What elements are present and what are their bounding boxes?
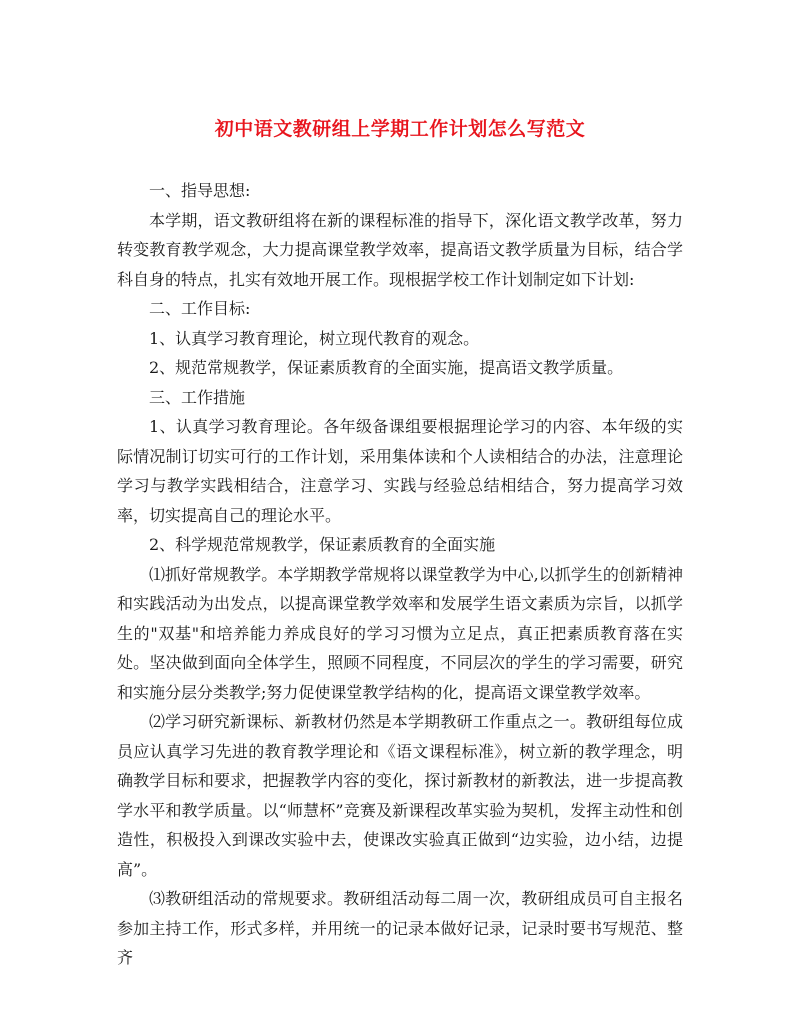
section-heading-work-goals: 二、工作目标: <box>149 299 251 318</box>
sub-item-3: ⑶教研组活动的常规要求。教研组活动每二周一次，教研组成员可自主报名参加主持工作，形式多样，并用统一的记录本做好记录，记录时要书写规范、整齐 <box>117 889 683 967</box>
goal-item-1: 1、认真学习教育理论，树立现代教育的观念。 <box>149 328 480 348</box>
sub-item-2: ⑵学习研究新课标、新教材仍然是本学期教研工作重点之一。教研组每位成员应认真学习先进的教育教学理论和《语文课程标准》，树立新的教学理念，明确教学目标和要求，把握教学内容的变化，探讨新教材的新教法，进一步提高教学水平和教学质量。以“师慧杯”竞赛及新课程改革实验为契机，发挥主动性和创造性，积极投入到课改实验中去，使课改实验真正做到“边实验，边小结，边提高”。 <box>117 712 683 879</box>
section-heading-guiding-ideology: 一、指导思想: <box>149 181 251 200</box>
measure-item-2: 2、科学规范常规教学，保证素质教育的全面实施 <box>149 535 496 554</box>
sub-item-1: ⑴抓好常规教学。本学期教学常规将以课堂教学为中心,以抓学生的创新精神和实践活动为出发点，以提高课堂教学效率和发展学生语文素质为宗旨，以抓学生的"双基"和培养能力养成良好的学习习惯为立足点，真正把素质教育落在实处。坚决做到面向全体学生，照顾不同程度，不同层次的学生的学习需要，研究和实施分层分类教学;努力促使课堂教学结构的化，提高语文课堂教学效率。 <box>117 564 683 702</box>
goal-item-2: 2、规范常规教学，保证素质教育的全面实施，提高语文教学质量。 <box>149 358 624 377</box>
document-title: 初中语文教研组上学期工作计划怎么写范文 <box>214 118 586 140</box>
paragraph-intro: 本学期，语文教研组将在新的课程标准的指导下，深化语文教学改革，努力转变教育教学观念，大力提高课堂教学效率，提高语文教学质量为目标，结合学科自身的特点，扎实有效地开展工作。现根据学校工作计划制定如下计划: <box>117 210 683 289</box>
document-body <box>117 176 683 973</box>
section-heading-work-measures: 三、工作措施 <box>149 387 246 407</box>
measure-item-1: 1、认真学习教育理论。各年级备课组要根据理论学习的内容、本年级的实际情况制订切实可行的工作计划，采用集体读和个人读相结合的办法，注意理论学习与教学实践相结合，注意学习、实践与经验总结相结合，努力提高学习效率，切实提高自己的理论水平。 <box>117 417 683 525</box>
